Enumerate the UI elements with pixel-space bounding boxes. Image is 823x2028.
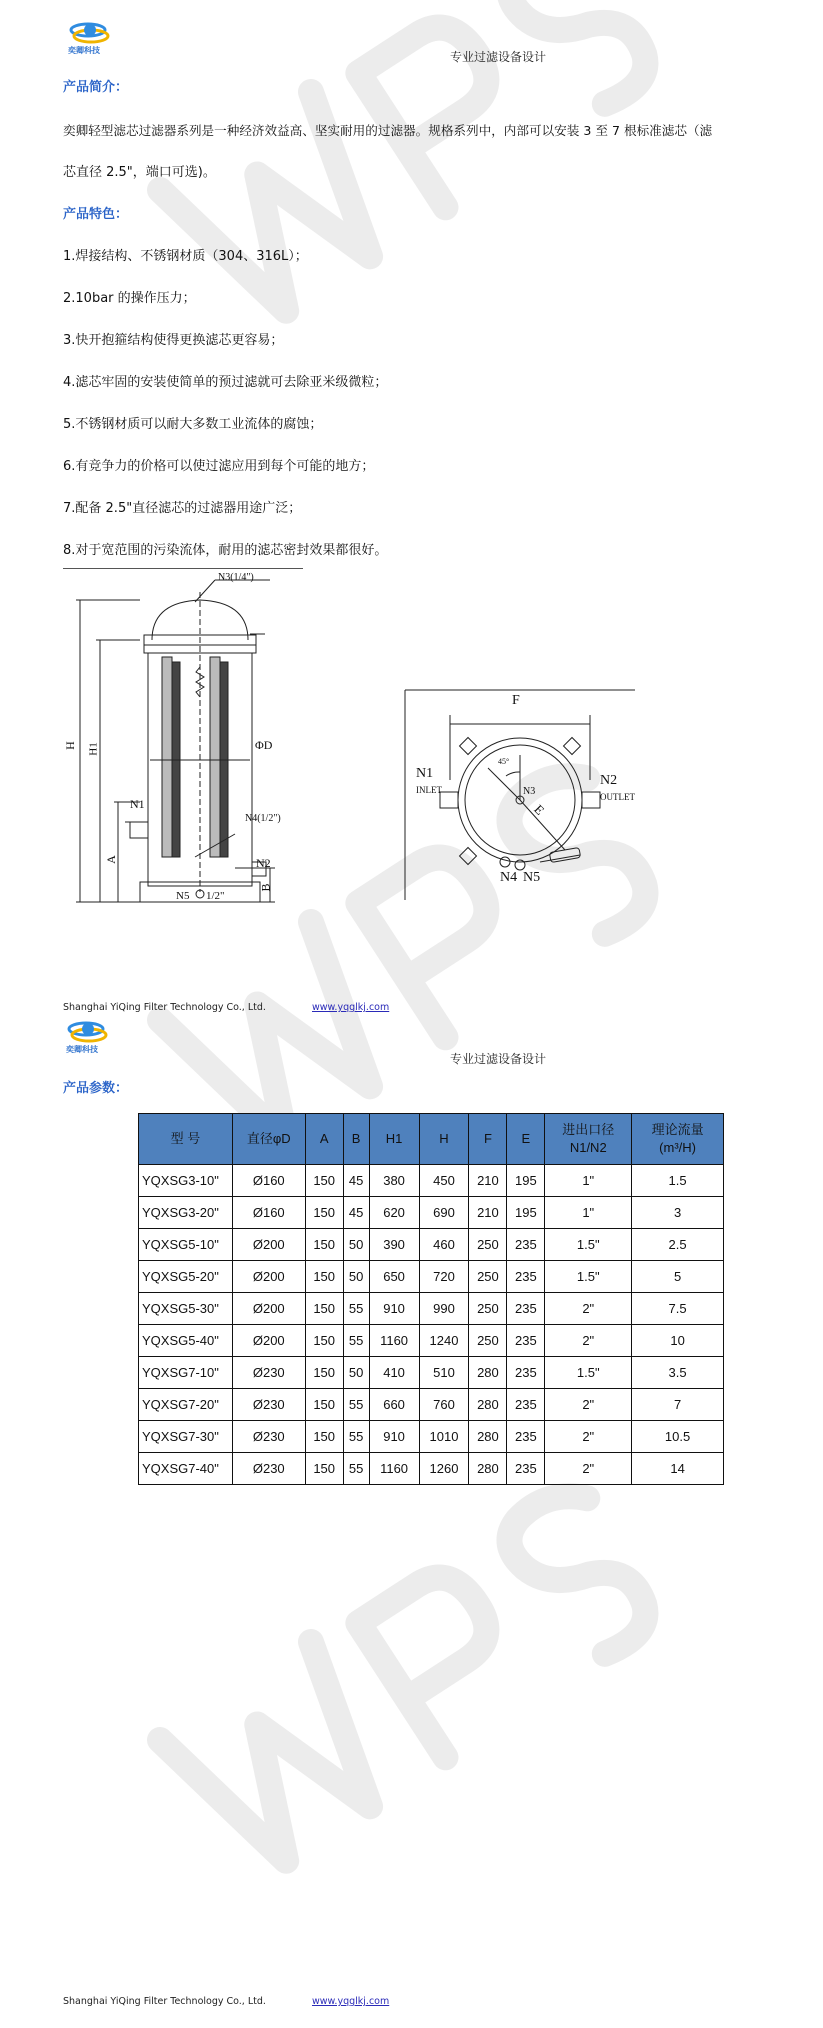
cell: 45 — [343, 1197, 369, 1229]
cell: 150 — [305, 1453, 343, 1485]
cell: 235 — [507, 1325, 545, 1357]
col-header: H — [419, 1114, 469, 1165]
table-row — [139, 1357, 724, 1389]
cell-model: YQXSG3-10" — [139, 1165, 233, 1197]
cell: 1010 — [419, 1421, 469, 1453]
footer-link[interactable] — [312, 1002, 389, 1013]
cell: 280 — [469, 1357, 507, 1389]
cell: 380 — [369, 1165, 419, 1197]
cell: 3 — [632, 1197, 724, 1229]
cell-model: YQXSG5-30" — [139, 1293, 233, 1325]
cell: 250 — [469, 1229, 507, 1261]
footer-url[interactable]: www.yqglkj.com — [312, 1002, 390, 1013]
cell: Ø200 — [232, 1261, 305, 1293]
cell: 1.5" — [545, 1357, 632, 1389]
cell: 235 — [507, 1357, 545, 1389]
cell: 210 — [469, 1165, 507, 1197]
cell-model: YQXSG5-10" — [139, 1229, 233, 1261]
table-row — [139, 1421, 724, 1453]
col-header: B — [343, 1114, 369, 1165]
params-heading: 产品参数： — [63, 1081, 129, 1096]
cell: 235 — [507, 1293, 545, 1325]
cell-model: YQXSG7-40" — [139, 1453, 233, 1485]
cell-model: YQXSG7-10" — [139, 1357, 233, 1389]
label-f: F — [512, 693, 520, 708]
page-title: 专业过滤设备设计 — [450, 1052, 547, 1066]
table-row — [139, 1261, 724, 1293]
cell-model: YQXSG5-20" — [139, 1261, 233, 1293]
footer-company: Shanghai YiQing Filter Technology Co., Ltd. — [63, 1002, 266, 1013]
cell: 280 — [469, 1389, 507, 1421]
cell: 235 — [507, 1421, 545, 1453]
cell: 250 — [469, 1293, 507, 1325]
cell: 1" — [545, 1197, 632, 1229]
col-header: H1 — [369, 1114, 419, 1165]
cell: 990 — [419, 1293, 469, 1325]
cell: Ø230 — [232, 1389, 305, 1421]
cell: 280 — [469, 1421, 507, 1453]
table-row — [139, 1293, 724, 1325]
cell: 2" — [545, 1325, 632, 1357]
cell: 150 — [305, 1261, 343, 1293]
col-header: 型 号 — [139, 1114, 233, 1165]
label-h: H — [62, 741, 77, 750]
cell: 1160 — [369, 1453, 419, 1485]
feature-item: 5.不锈钢材质可以耐大多数工业流体的腐蚀； — [63, 417, 323, 432]
cell: 2" — [545, 1453, 632, 1485]
cell: 1.5" — [545, 1261, 632, 1293]
label-angle: 45° — [498, 757, 510, 766]
cell: 1160 — [369, 1325, 419, 1357]
cell: 450 — [419, 1165, 469, 1197]
footer-link[interactable] — [312, 1996, 389, 2007]
cell: 150 — [305, 1293, 343, 1325]
cell: 5 — [632, 1261, 724, 1293]
cell: 1.5" — [545, 1229, 632, 1261]
label-top-n2: N2 — [600, 773, 618, 788]
cell: 55 — [343, 1325, 369, 1357]
cell: 620 — [369, 1197, 419, 1229]
cell: 390 — [369, 1229, 419, 1261]
table-row — [139, 1325, 724, 1357]
cell: 910 — [369, 1293, 419, 1325]
label-outlet: OUTLET — [600, 792, 635, 802]
label-top-n4: N4 — [500, 870, 518, 885]
table-row — [139, 1453, 724, 1485]
cell: 55 — [343, 1293, 369, 1325]
cell: 50 — [343, 1357, 369, 1389]
cell: 250 — [469, 1261, 507, 1293]
table-row — [139, 1197, 724, 1229]
cell: 150 — [305, 1325, 343, 1357]
label-n3: N3(1/4") — [218, 572, 254, 583]
cell-model: YQXSG3-20" — [139, 1197, 233, 1229]
col-header — [545, 1114, 632, 1165]
table-row — [139, 1389, 724, 1421]
feature-item: 7.配备 2.5"直径滤芯的过滤器用途广泛； — [63, 501, 302, 516]
col-header: A — [305, 1114, 343, 1165]
cell: 720 — [419, 1261, 469, 1293]
label-inlet: INLET — [416, 785, 442, 795]
cell: 1240 — [419, 1325, 469, 1357]
feature-item: 3.快开抱箍结构使得更换滤芯更容易； — [63, 333, 284, 348]
label-n1: N1 — [130, 797, 145, 811]
label-top-n5: N5 — [523, 870, 541, 885]
feature-item: 2.10bar 的操作压力； — [63, 291, 196, 306]
feature-item: 8.对于宽范围的污染流体，耐用的滤芯密封效果都很好。 — [63, 543, 388, 558]
cell: 510 — [419, 1357, 469, 1389]
intro-text-line1: 奕卿轻型滤芯过滤器系列是一种经济效益高、坚实耐用的过滤器。规格系列中，内部可以安装 3 至 7 根标准滤芯（滤 — [63, 123, 713, 138]
cell: 2" — [545, 1421, 632, 1453]
col-header-line2: (m³/H) — [659, 1140, 696, 1155]
logo-text: 奕卿科技 — [68, 46, 100, 55]
cell: 690 — [419, 1197, 469, 1229]
label-e: E — [531, 801, 548, 818]
feature-item: 4.滤芯牢固的安装使简单的预过滤就可去除亚米级微粒； — [63, 375, 388, 390]
cell: 910 — [369, 1421, 419, 1453]
col-header-line1: 理论流量 — [651, 1122, 704, 1137]
cell-model: YQXSG7-20" — [139, 1389, 233, 1421]
table-row — [139, 1165, 724, 1197]
footer-url[interactable]: www.yqglkj.com — [312, 1996, 390, 2007]
cell: 235 — [507, 1229, 545, 1261]
cell-model: YQXSG5-40" — [139, 1325, 233, 1357]
cell: 760 — [419, 1389, 469, 1421]
col-header: E — [507, 1114, 545, 1165]
cell: Ø230 — [232, 1421, 305, 1453]
cell: 1" — [545, 1165, 632, 1197]
cell: 2" — [545, 1293, 632, 1325]
cell: 410 — [369, 1357, 419, 1389]
cell: Ø200 — [232, 1293, 305, 1325]
cell: 150 — [305, 1197, 343, 1229]
cell: 150 — [305, 1165, 343, 1197]
page-title: 专业过滤设备设计 — [450, 50, 547, 64]
divider — [63, 568, 303, 569]
cell: 55 — [343, 1453, 369, 1485]
cell: 2.5 — [632, 1229, 724, 1261]
features-heading: 产品特色： — [63, 207, 129, 222]
col-header — [632, 1114, 724, 1165]
cell: 235 — [507, 1261, 545, 1293]
cell: 660 — [369, 1389, 419, 1421]
cell: 3.5 — [632, 1357, 724, 1389]
cell: 14 — [632, 1453, 724, 1485]
cell: Ø160 — [232, 1165, 305, 1197]
label-n4: N4(1/2") — [245, 813, 281, 824]
cell: Ø200 — [232, 1229, 305, 1261]
label-h1: H1 — [87, 742, 100, 756]
label-n5-size: 1/2" — [206, 890, 225, 902]
cell: 10.5 — [632, 1421, 724, 1453]
col-header-line1: 进出口径 — [562, 1122, 615, 1137]
col-header: 直径φD — [232, 1114, 305, 1165]
intro-text-line2: 芯直径 2.5"，端口可选)。 — [63, 165, 216, 180]
cell: Ø230 — [232, 1357, 305, 1389]
cell: 150 — [305, 1229, 343, 1261]
label-b: B — [258, 883, 273, 892]
intro-heading: 产品简介： — [63, 80, 129, 95]
cell: 195 — [507, 1165, 545, 1197]
cell: 250 — [469, 1325, 507, 1357]
cell: 1.5 — [632, 1165, 724, 1197]
cell: Ø160 — [232, 1197, 305, 1229]
label-a: A — [103, 855, 118, 864]
cell: 55 — [343, 1389, 369, 1421]
cell: 50 — [343, 1261, 369, 1293]
cell: 235 — [507, 1453, 545, 1485]
cell: 150 — [305, 1421, 343, 1453]
cell: 10 — [632, 1325, 724, 1357]
feature-item: 1.焊接结构、不锈钢材质（304、316L）； — [63, 249, 308, 264]
table-row — [139, 1229, 724, 1261]
cell: Ø230 — [232, 1453, 305, 1485]
feature-item: 6.有竞争力的价格可以使过滤应用到每个可能的地方； — [63, 459, 375, 474]
cell: 150 — [305, 1357, 343, 1389]
table-body — [139, 1165, 724, 1485]
label-phid: ΦD — [255, 738, 273, 752]
cell: 50 — [343, 1229, 369, 1261]
label-n5: N5 — [176, 890, 190, 902]
cell: 1260 — [419, 1453, 469, 1485]
cell: 55 — [343, 1421, 369, 1453]
cell: 210 — [469, 1197, 507, 1229]
cell: 280 — [469, 1453, 507, 1485]
label-top-n3: N3 — [523, 786, 536, 797]
params-table — [138, 1113, 724, 1485]
cell: 150 — [305, 1389, 343, 1421]
cell: Ø200 — [232, 1325, 305, 1357]
cell: 7.5 — [632, 1293, 724, 1325]
cell-model: YQXSG7-30" — [139, 1421, 233, 1453]
label-n2: N2 — [256, 856, 271, 870]
col-header: F — [469, 1114, 507, 1165]
cell: 195 — [507, 1197, 545, 1229]
label-top-n1: N1 — [416, 766, 434, 781]
footer-company: Shanghai YiQing Filter Technology Co., Ltd. — [63, 1996, 266, 2007]
logo-text: 奕卿科技 — [66, 1045, 98, 1054]
cell: 7 — [632, 1389, 724, 1421]
col-header-line2: N1/N2 — [569, 1140, 607, 1155]
table-header-row — [139, 1114, 724, 1165]
cell: 2" — [545, 1389, 632, 1421]
cell: 460 — [419, 1229, 469, 1261]
cell: 235 — [507, 1389, 545, 1421]
cell: 650 — [369, 1261, 419, 1293]
cell: 45 — [343, 1165, 369, 1197]
